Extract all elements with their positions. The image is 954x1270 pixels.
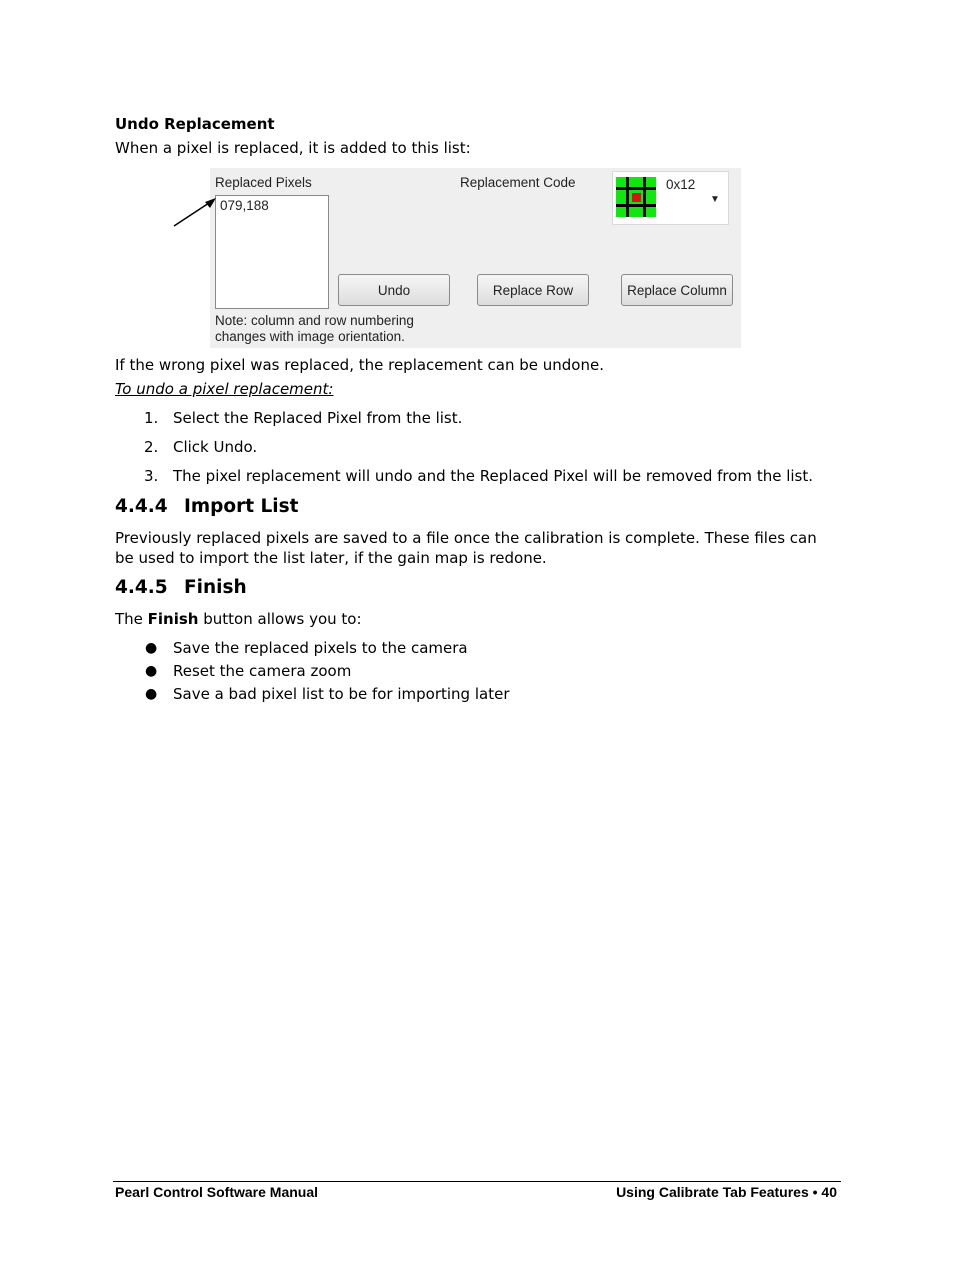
step-text: Click Undo. bbox=[173, 438, 258, 456]
footer-divider bbox=[113, 1181, 841, 1182]
section-number: 4.4.4 bbox=[115, 496, 168, 517]
footer-right: Using Calibrate Tab Features • 40 bbox=[616, 1184, 837, 1200]
note-line-1: Note: column and row numbering bbox=[215, 313, 414, 328]
finish-intro: The Finish button allows you to: bbox=[115, 610, 362, 628]
note-line-2: changes with image orientation. bbox=[215, 329, 405, 344]
pointer-arrow-icon bbox=[172, 196, 218, 228]
step-number: 1. bbox=[144, 409, 159, 427]
after-text: If the wrong pixel was replaced, the replacement can be undone. bbox=[115, 356, 604, 374]
bullet-icon: ● bbox=[145, 663, 158, 679]
step-number: 3. bbox=[144, 467, 159, 485]
chevron-down-icon[interactable]: ▼ bbox=[710, 194, 720, 205]
list-item: Save the replaced pixels to the camera bbox=[173, 639, 468, 657]
footer-left: Pearl Control Software Manual bbox=[115, 1184, 319, 1200]
replaced-pixels-list[interactable] bbox=[215, 195, 329, 309]
replacement-code-dropdown[interactable] bbox=[612, 171, 729, 225]
intro-text: When a pixel is replaced, it is added to this list: bbox=[115, 139, 471, 157]
step-number: 2. bbox=[144, 438, 159, 456]
section-title: Import List bbox=[184, 496, 299, 517]
replace-column-button[interactable]: Replace Column bbox=[621, 274, 733, 306]
replace-row-button[interactable]: Replace Row bbox=[477, 274, 589, 306]
replacement-code-value: 0x12 bbox=[666, 177, 696, 192]
section-number: 4.4.5 bbox=[115, 577, 168, 598]
replacement-pattern-icon bbox=[616, 177, 656, 217]
list-item: Save a bad pixel list to be for importing later bbox=[173, 685, 510, 703]
bullet-icon: ● bbox=[145, 640, 158, 656]
step-text: The pixel replacement will undo and the Replaced Pixel will be removed from the list. bbox=[173, 467, 813, 485]
undo-replacement-heading: Undo Replacement bbox=[115, 115, 275, 133]
list-item: Reset the camera zoom bbox=[173, 662, 352, 680]
section-title: Finish bbox=[184, 577, 247, 598]
replaced-pixels-label: Replaced Pixels bbox=[215, 175, 312, 190]
replacement-code-label: Replacement Code bbox=[460, 175, 576, 190]
undo-button[interactable]: Undo bbox=[338, 274, 450, 306]
bullet-icon: ● bbox=[145, 686, 158, 702]
list-item[interactable]: 079,188 bbox=[220, 198, 269, 213]
step-text: Select the Replaced Pixel from the list. bbox=[173, 409, 463, 427]
import-list-paragraph: Previously replaced pixels are saved to a file once the calibration is complete. These files can be used to import the list later, if the gain map is redone. bbox=[115, 529, 817, 567]
replaced-pixels-screenshot bbox=[210, 168, 741, 348]
procedure-title: To undo a pixel replacement: bbox=[115, 380, 334, 398]
